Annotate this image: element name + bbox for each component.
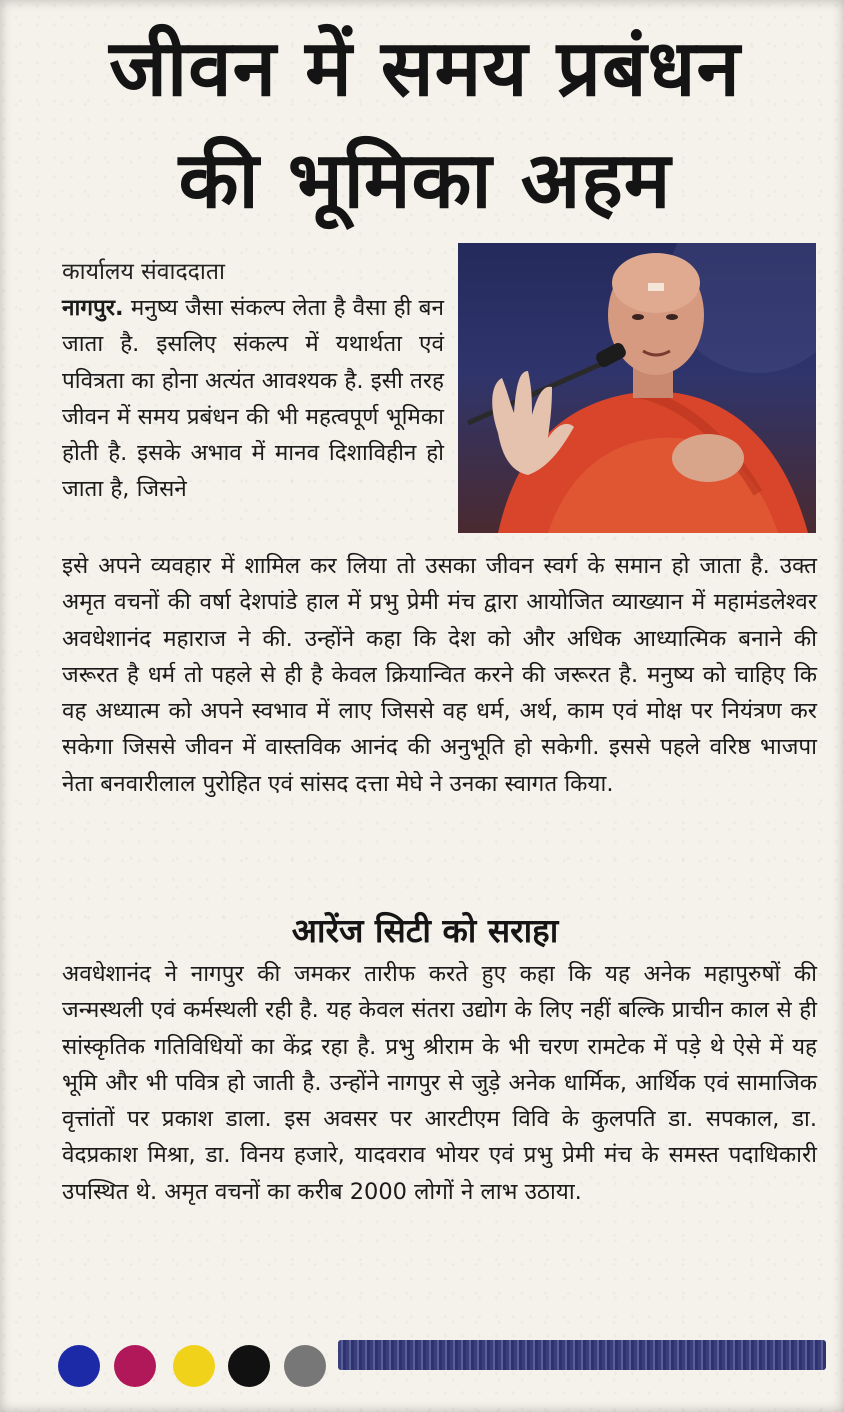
article-paragraph-wide: इसे अपने व्यवहार में शामिल कर लिया तो उसका जीवन स्वर्ग के समान हो जाता है. उक्त अमृत वचनों की वर्षा देशपांडे हाल में प्रभु प्रेमी मंच द्वारा आयोजित व्याख्यान में महामंडलेश्वर अवधेशानंद महाराज ने की. उन्होंने कहा कि देश को और अधिक आध्यात्मिक बनाने की जरूरत है धर्म तो पहले से ही है केवल क्रियान्वित करने की जरूरत है. मनुष्य को चाहिए कि वह अध्यात्म को अपने स्वभाव में लाए जिससे वह धर्म, अर्थ, काम एवं मोक्ष पर नियंत्रण कर सकेगा जिससे जीवन में वास्तविक आनंद की अनुभूति हो सकेगी. इससे पहले वरिष्ठ भाजपा नेता बनवारीलाल पुरोहित एवं सांसद दत्ता मेघे ने उनका स्वागत किया. [62, 553, 817, 797]
registration-dot-gray [284, 1345, 326, 1387]
headline-line-1: जीवन में समय प्रबंधन [109, 24, 741, 114]
registration-dot-black [228, 1345, 270, 1387]
speaker-illustration [458, 243, 816, 533]
article-paragraph-narrow [62, 290, 444, 508]
headline-line-2: की भूमिका अहम [178, 136, 672, 226]
registration-dot-magenta [114, 1345, 156, 1387]
dateline: नागपुर. [62, 295, 124, 321]
registration-dot-yellow [173, 1345, 215, 1387]
article-paragraph-two: अवधेशानंद ने नागपुर की जमकर तारीफ करते हुए कहा कि यह अनेक महापुरुषों की जन्मस्थली एवं कर्मस्थली रही है. यह केवल संतरा उद्योग के लिए नहीं बल्कि प्राचीन काल से ही सांस्कृतिक गतिविधियों का केंद्र रहा है. प्रभु श्रीराम के भी चरण रामटेक में पड़े थे ऐसे में यह भूमि और भी पवित्र हो जाती है. उन्होंने नागपुर से जुड़े अनेक धार्मिक, आर्थिक एवं सामाजिक वृत्तांतों पर प्रकाश डाला. इस अवसर पर आरटीएम विवि के कुलपति डा. सपकाल, डा. वेदप्रकाश मिश्रा, डा. विनय हजारे, यादवराव भोयर एवं प्रभु प्रेमी मंच के समस्त पदाधिकारी उपस्थित थे. अमृत वचनों का करीब 2000 लोगों ने लाभ उठाया. [62, 961, 817, 1205]
speaker-photo [458, 243, 816, 533]
byline: कार्यालय संवाददाता [62, 259, 225, 285]
article-text-narrow: मनुष्य जैसा संकल्प लेता है वैसा ही बन जाता है. इसलिए संकल्प में यथार्थता एवं पवित्रता का होना अत्यंत आवश्यक है. इसी तरह जीवन में समय प्रबंधन की भी महत्वपूर्ण भूमिका होती है. इसके अभाव में मानव दिशाविहीन हो जाता है, जिसने [62, 295, 444, 503]
subheading: आरेंज सिटी को सराहा [291, 911, 559, 950]
color-bar-strip [338, 1340, 826, 1370]
registration-dot-blue [58, 1345, 100, 1387]
